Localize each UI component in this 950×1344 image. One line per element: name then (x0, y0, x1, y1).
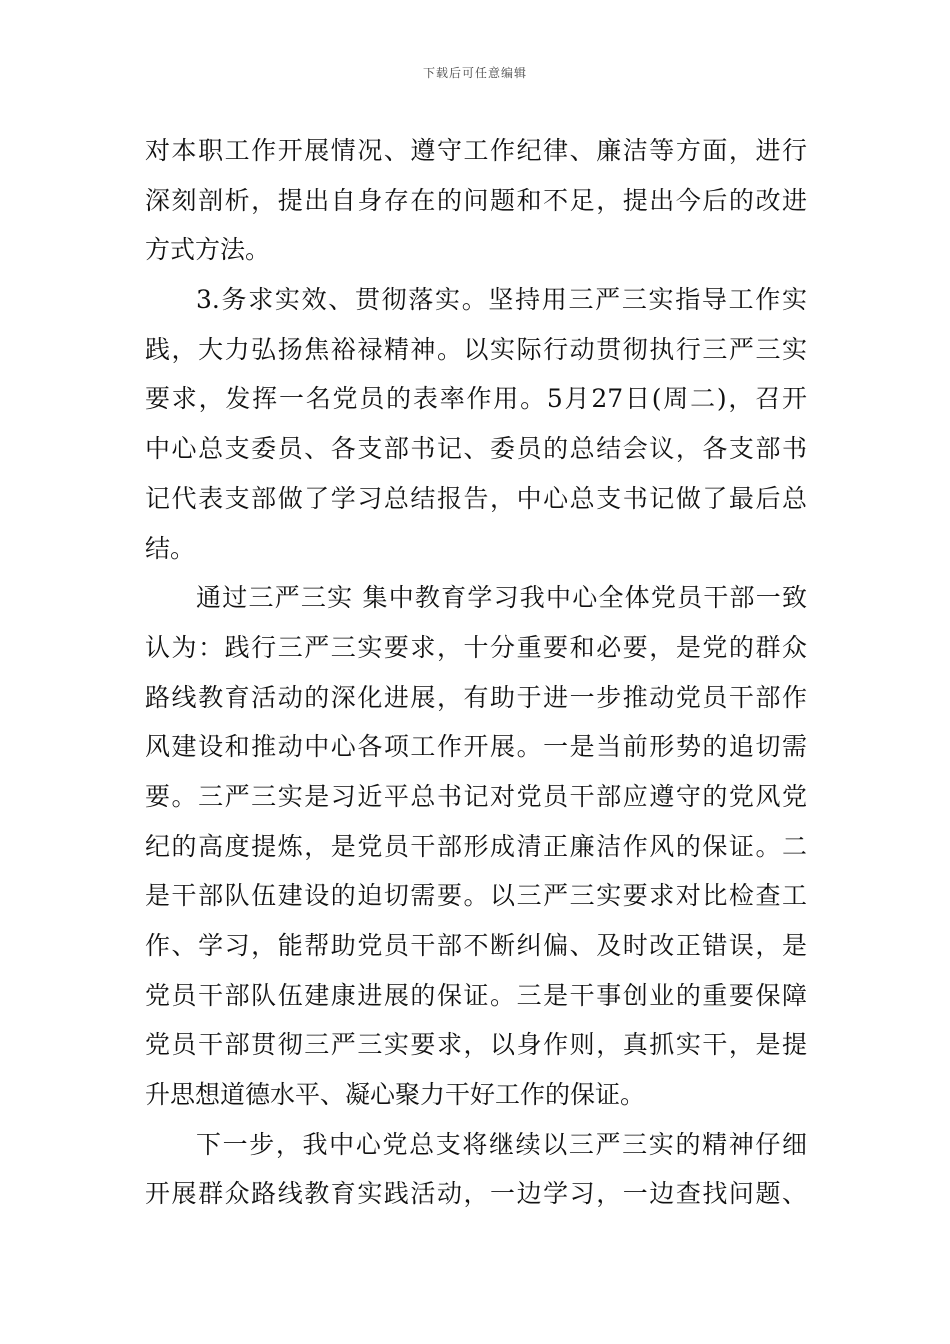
text-line: 践，大力弘扬焦裕禄精神。以实际行动贯彻执行三严三实 (145, 334, 807, 364)
text-line: 党员干部队伍建康进展的保证。三是干事创业的重要保障 (145, 980, 807, 1010)
text-line: 认为：践行三严三实要求，十分重要和必要，是党的群众 (145, 632, 807, 662)
text-line: 开展群众路线教育实践活动，一边学习，一边查找问题、 (145, 1179, 807, 1209)
paragraph (145, 126, 807, 275)
text-line: 深刻剖析，提出自身存在的问题和不足，提出今后的改进 (145, 185, 807, 215)
text-line: 是干部队伍建设的迫切需要。以三严三实要求对比检查工 (145, 881, 807, 911)
text-line: 记代表支部做了学习总结报告，中心总支书记做了最后总 (145, 483, 807, 513)
text-line: 要求，发挥一名党员的表率作用。5月27日(周二)，召开 (145, 384, 807, 414)
text-line: 3.务求实效、贯彻落实。坚持用三严三实指导工作实 (196, 285, 807, 315)
text-line: 对本职工作开展情况、遵守工作纪律、廉洁等方面，进行 (145, 136, 807, 165)
text-line: 纪的高度提炼，是党员干部形成清正廉洁作风的保证。二 (145, 831, 807, 861)
paragraph (145, 1120, 807, 1219)
text-line: 方式方法。 (145, 235, 271, 265)
page-header-note: 下载后可任意编辑 (422, 66, 527, 80)
text-line: 党员干部贯彻三严三实要求，以身作则，真抓实干，是提 (145, 1030, 807, 1060)
paragraph (145, 275, 807, 573)
text-line: 要。三严三实是习近平总书记对党员干部应遵守的党风党 (145, 781, 807, 811)
document-body (145, 126, 807, 1219)
text-line: 下一步，我中心党总支将继续以三严三实的精神仔细 (196, 1129, 807, 1159)
text-line: 中心总支委员、各支部书记、委员的总结会议，各支部书 (145, 434, 807, 464)
text-line: 通过三严三实 集中教育学习我中心全体党员干部一致 (196, 583, 807, 613)
paragraph (145, 573, 807, 1120)
text-line: 风建设和推动中心各项工作开展。一是当前形势的追切需 (145, 732, 807, 762)
text-line: 结。 (145, 533, 196, 563)
text-line: 升思想道德水平、凝心聚力干好工作的保证。 (145, 1080, 646, 1110)
text-line: 路线教育活动的深化进展，有助于进一步推动党员干部作 (145, 682, 807, 712)
text-line: 作、学习，能帮助党员干部不断纠偏、及时改正错误，是 (145, 931, 807, 960)
